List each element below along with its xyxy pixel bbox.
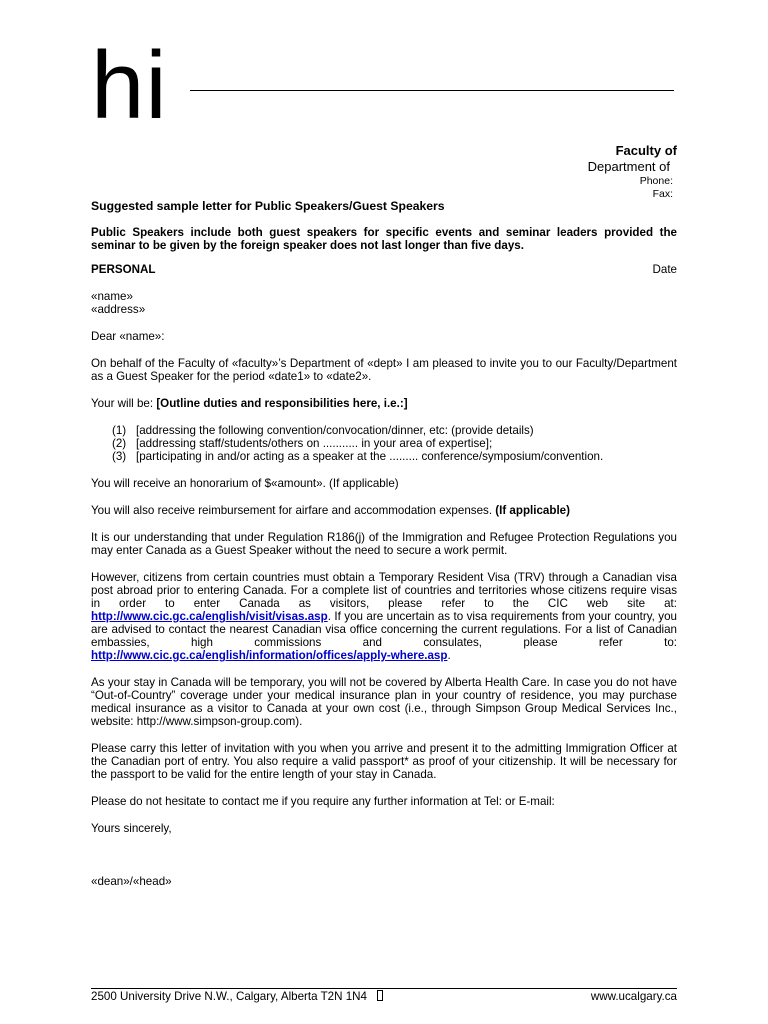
visa-text-1: However, citizens from certain countries must obtain a Temporary Resident Visa (TRV) through a Canadian visa post abroad prior to entering Canada. For a complete list of countries and territories whose citizens require visas in order to enter Canada as visitors, please refer to the CIC web site at: (91, 571, 677, 610)
footer-address: 2500 University Drive N.W., Calgary, Alberta T2N 1N4 (91, 990, 383, 1003)
reimbursement-paragraph (91, 504, 677, 517)
contact-paragraph: Please do not hesitate to contact me if you require any further information at Tel: or E-mail: (91, 795, 555, 808)
reimbursement-bold: (If applicable) (495, 504, 570, 517)
list-text: [addressing staff/students/others on ........... in your area of expertise]; (136, 437, 493, 450)
logo: hi (91, 32, 168, 139)
list-item (112, 424, 677, 437)
signature-field: «dean»/«head» (91, 875, 172, 888)
duties-lead: Your will be: (91, 397, 157, 410)
offices-link[interactable]: http://www.cic.gc.ca/english/information/offices/apply-where.asp (91, 649, 448, 662)
faculty-label: Faculty of (615, 143, 677, 158)
health-paragraph: As your stay in Canada will be temporary, you will not be covered by Alberta Health Care. In case you do not have “Out-of-Country” coverage under your medical insurance plan in your country of residence, you may purchase medical insurance as a visitor to Canada at your own cost (i.e., through Simpson Group Medical Services Inc., website: http://www.simpson-group.com). (91, 676, 677, 728)
list-number: (2) (112, 437, 127, 450)
intro-paragraph: Public Speakers include both guest speakers for specific events and seminar leaders provided the seminar to be given by the foreign speaker does not last longer than five days. (91, 226, 677, 252)
reimbursement-text: You will also receive reimbursement for airfare and accommodation expenses. (91, 504, 496, 517)
department-label: Department of (587, 159, 670, 174)
date-label: Date (652, 263, 677, 276)
personal-label: PERSONAL (91, 263, 156, 276)
recipient-name: «name» (91, 290, 133, 303)
letter-body (91, 200, 677, 888)
header-rule (190, 90, 674, 91)
duties-line (91, 397, 677, 410)
visa-paragraph (91, 571, 677, 662)
duties-bold: [Outline duties and responsibilities here, i.e.:] (156, 397, 408, 410)
list-text: [participating in and/or acting as a speaker at the ......... conference/symposium/convention. (136, 450, 604, 463)
visa-link[interactable]: http://www.cic.gc.ca/english/visit/visas.asp (91, 610, 328, 623)
honorarium-paragraph: You will receive an honorarium of $«amount». (If applicable) (91, 477, 399, 490)
list-number: (3) (112, 450, 127, 463)
duties-list (112, 424, 677, 463)
list-text: [addressing the following convention/convocation/dinner, etc: (provide details) (136, 424, 534, 437)
footer-website: www.ucalgary.ca (590, 990, 677, 1003)
letter-title: Suggested sample letter for Public Speakers/Guest Speakers (91, 199, 445, 213)
recipient-address: «address» (91, 303, 146, 316)
box-glyph-icon (377, 990, 383, 1001)
list-item (112, 437, 677, 450)
regulation-paragraph: It is our understanding that under Regulation R186(j) of the Immigration and Refugee Protection Regulations you may enter Canada as a Guest Speaker without the need to secure a work permit. (91, 531, 677, 557)
salutation: Dear «name»: (91, 330, 165, 343)
phone-label: Phone: (639, 175, 673, 187)
list-number: (1) (112, 424, 127, 437)
invite-paragraph: On behalf of the Faculty of «faculty»’s Department of «dept» I am pleased to invite you to our Faculty/Department as a Guest Speaker for the period «date1» to «date2». (91, 357, 677, 383)
footer-rule (91, 988, 677, 989)
carry-paragraph: Please carry this letter of invitation with you when you arrive and present it to the admitting Immigration Officer at the Canadian port of entry. You also require a valid passport* as proof of your citizenship. It will be necessary for the passport to be valid for the entire length of your stay in Canada. (91, 742, 677, 781)
visa-text-2: . If you are uncertain as to visa requirements from your country, you are advised to contact the nearest Canadian visa office concerning the current regulations. For a list of Canadian embassies, high commissions and consulates, please refer to: (91, 610, 677, 649)
fax-label: Fax: (652, 188, 673, 200)
personal-date-row (91, 263, 677, 276)
list-item (112, 450, 677, 463)
visa-text-3: . (447, 649, 451, 662)
closing: Yours sincerely, (91, 822, 172, 835)
